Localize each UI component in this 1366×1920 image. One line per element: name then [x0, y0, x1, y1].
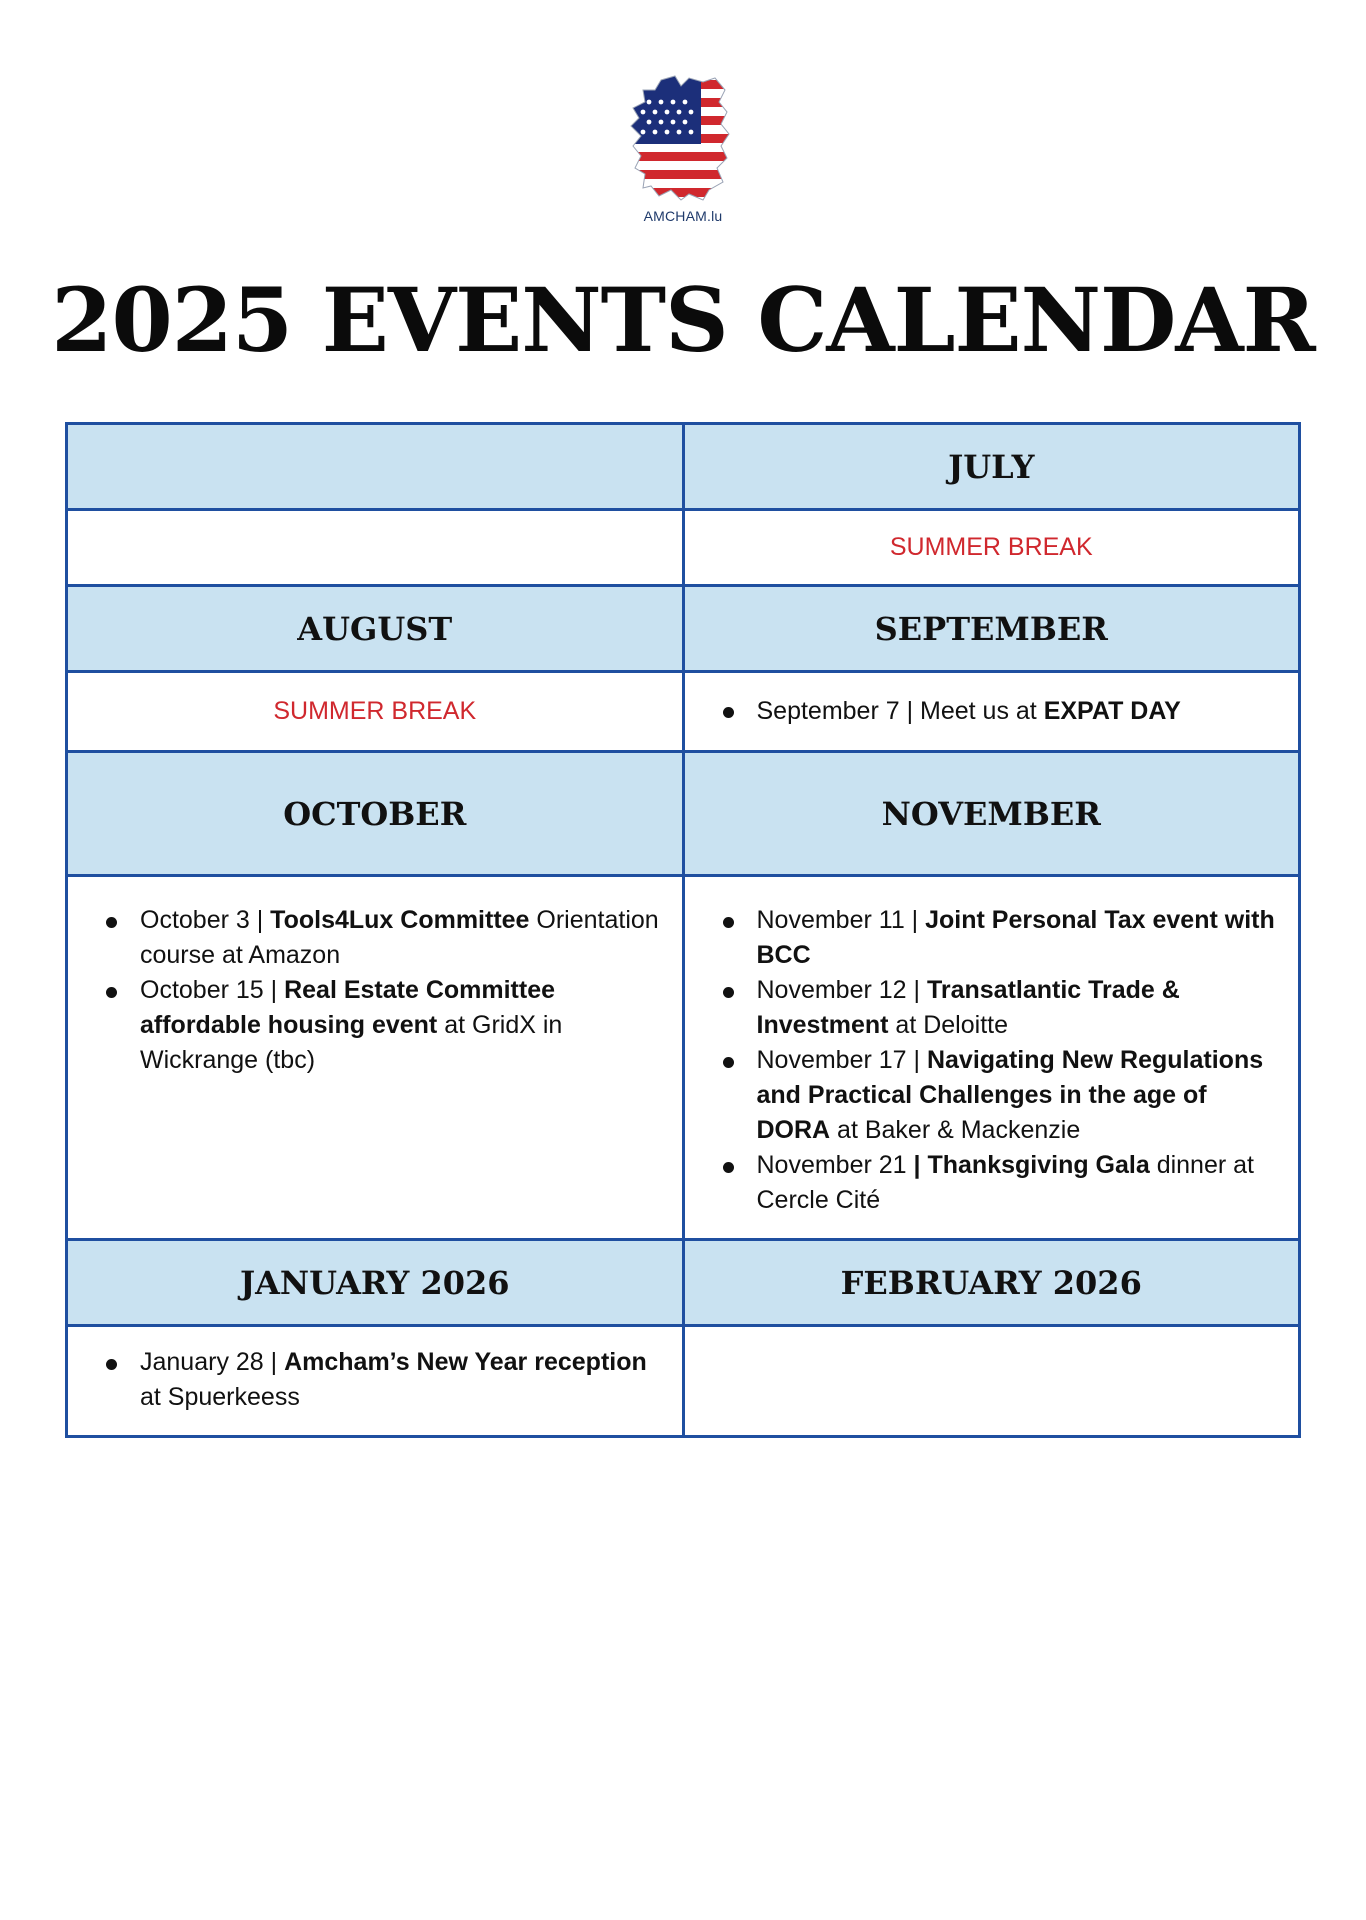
month-header-august: AUGUST	[67, 586, 684, 672]
list-item: November 12 | Transatlantic Trade & Investment at Deloitte	[757, 973, 1285, 1043]
september-events	[685, 694, 1299, 729]
content-row-3	[67, 876, 1300, 1240]
summer-break-label: SUMMER BREAK	[273, 697, 477, 725]
page-title: 2025 EVENTS CALENDAR	[51, 268, 1315, 372]
july-content	[683, 510, 1300, 586]
february-content	[683, 1326, 1300, 1437]
empty-content-cell	[67, 510, 684, 586]
october-content	[67, 876, 684, 1240]
header-row-4	[67, 1240, 1300, 1326]
header-row-1	[67, 424, 1300, 510]
january-content	[67, 1326, 684, 1437]
january-events	[68, 1327, 682, 1435]
august-content	[67, 672, 684, 752]
logo-text: AMCHAM.lu	[643, 208, 723, 224]
content-row-1	[67, 510, 1300, 586]
month-header-september: SEPTEMBER	[683, 586, 1300, 672]
list-item: September 7 | Meet us at EXPAT DAY	[757, 694, 1285, 729]
content-row-4	[67, 1326, 1300, 1437]
header-row-2	[67, 586, 1300, 672]
content-row-2	[67, 672, 1300, 752]
list-item: October 15 | Real Estate Committee affordable housing event at GridX in Wickrange (tbc)	[140, 973, 668, 1078]
summer-break-label: SUMMER BREAK	[889, 533, 1093, 561]
list-item: October 3 | Tools4Lux Committee Orientation course at Amazon	[140, 903, 668, 973]
month-header-february: FEBRUARY 2026	[683, 1240, 1300, 1326]
lion-flag-icon	[623, 72, 743, 202]
october-events	[68, 877, 682, 1098]
month-header-october: OCTOBER	[67, 752, 684, 876]
list-item: January 28 | Amcham’s New Year reception at Spuerkeess	[140, 1345, 668, 1415]
month-header-july: JULY	[683, 424, 1300, 510]
empty-header-cell	[67, 424, 684, 510]
events-calendar-table	[65, 422, 1301, 1438]
november-content	[683, 876, 1300, 1240]
list-item: November 11 | Joint Personal Tax event with BCC	[757, 903, 1285, 973]
september-content	[683, 672, 1300, 752]
list-item: November 21 | Thanksgiving Gala dinner at Cercle Cité	[757, 1148, 1285, 1218]
list-item: November 17 | Navigating New Regulations and Practical Challenges in the age of DORA at Baker & Mackenzie	[757, 1043, 1285, 1148]
logo	[0, 72, 1366, 224]
month-header-november: NOVEMBER	[683, 752, 1300, 876]
month-header-january: JANUARY 2026	[67, 1240, 684, 1326]
header-row-3	[67, 752, 1300, 876]
november-events	[685, 877, 1299, 1238]
